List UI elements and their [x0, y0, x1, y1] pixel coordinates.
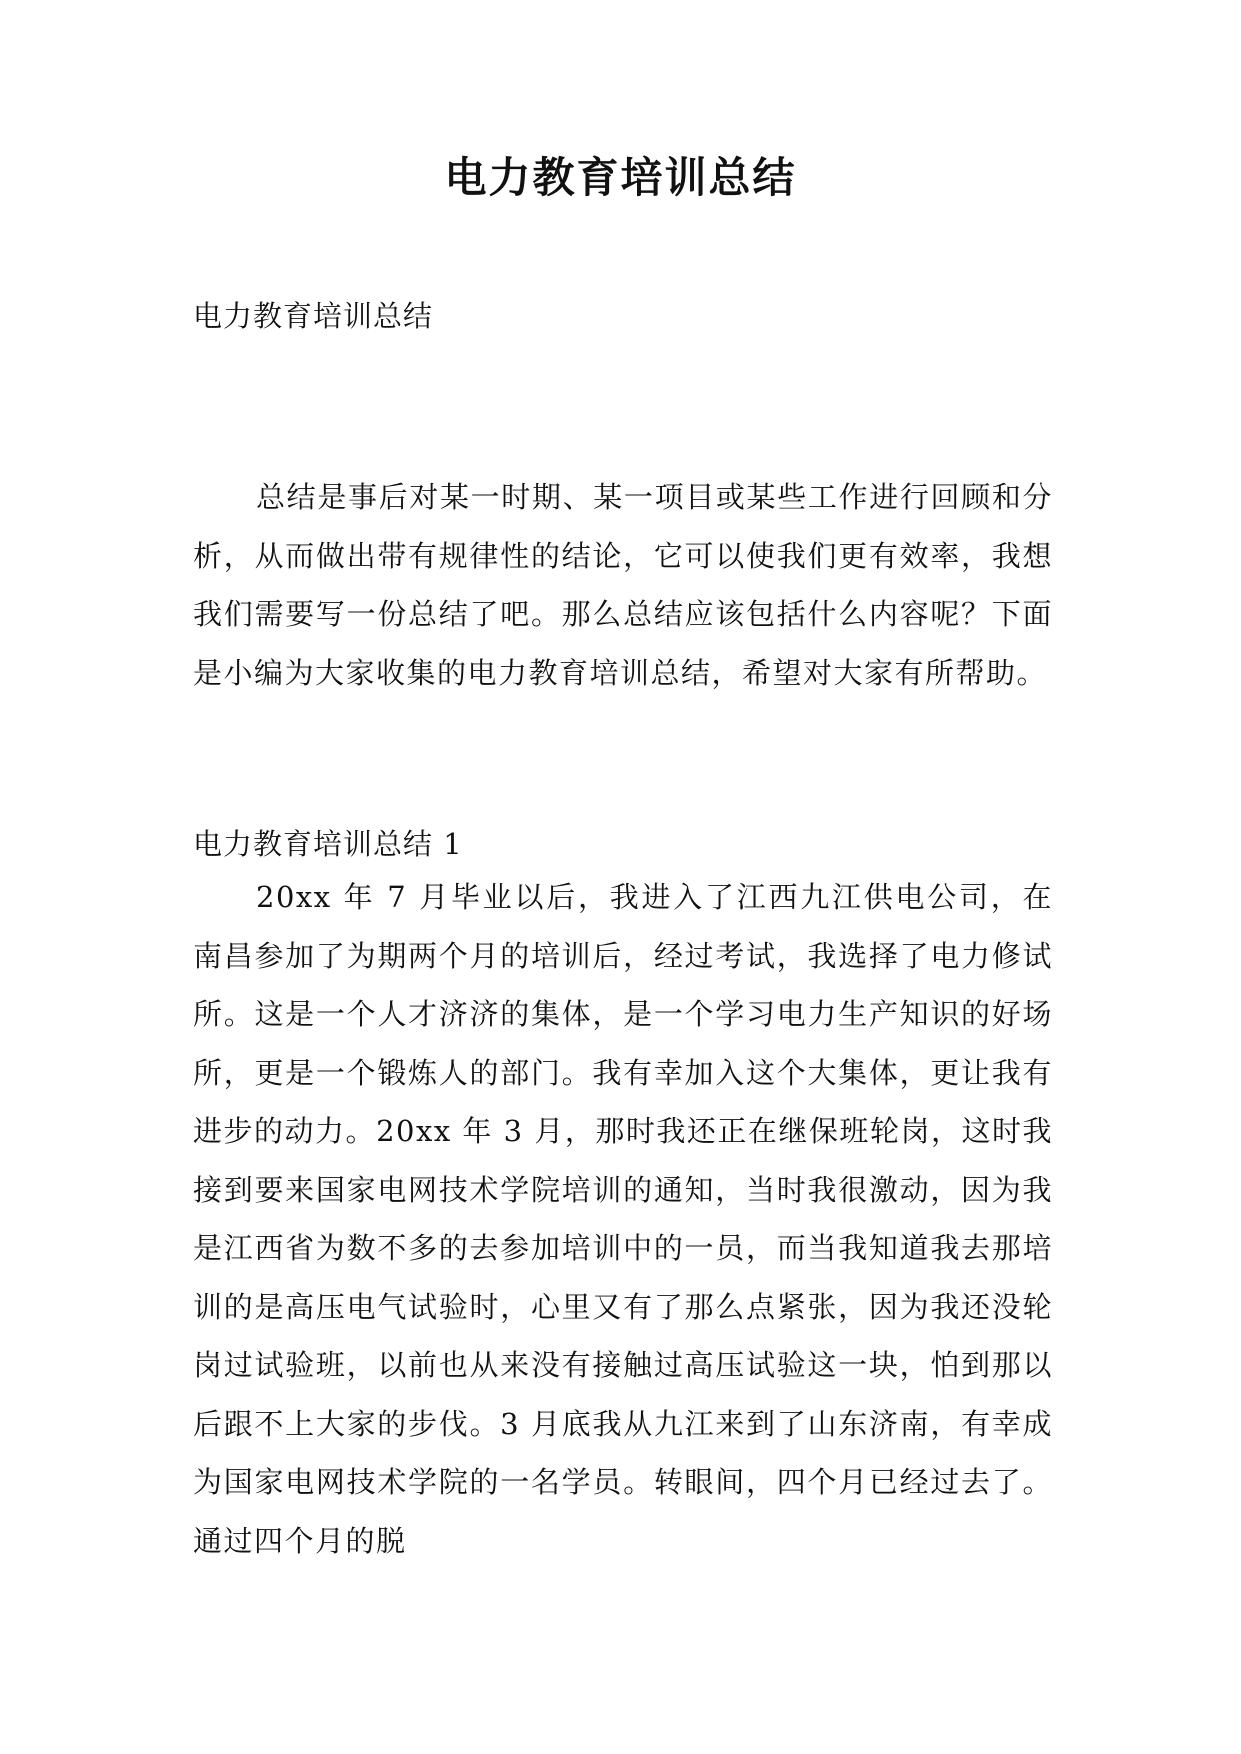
section-heading: 电力教育培训总结 1 — [193, 827, 463, 861]
document-subtitle: 电力教育培训总结 — [193, 299, 434, 333]
document-title: 电力教育培训总结 — [444, 153, 797, 202]
intro-paragraph: 总结是事后对某一时期、某一项目或某些工作进行回顾和分析，从而做出带有规律性的结论，它可以使我们更有效率，我想我们需要写一份总结了吧。那么总结应该包括什么内容呢？下面是小编为大家收集的电力教育培训总结，希望对大家有所帮助。 — [193, 480, 1053, 690]
section-body-paragraph: 20xx 年 7 月毕业以后，我进入了江西九江供电公司，在南昌参加了为期两个月的培训后，经过考试，我选择了电力修试所。这是一个人才济济的集体，是一个学习电力生产知识的好场所，更是一个锻炼人的部门。我有幸加入这个大集体，更让我有进步的动力。20xx 年 3 月，那时我还正在继保班轮岗，这时我接到要来国家电网技术学院培训的通知，当时我很激动，因为我是江西省为数不多的去参加培训中的一员，而当我知道我去那培训的是高压电气试验时，心里又有了那么点紧张，因为我还没轮岗过试验班，以前也从来没有接触过高压试验这一块，怕到那以后跟不上大家的步伐。3 月底我从九江来到了山东济南，有幸成为国家电网技术学院的一名学员。转眼间，四个月已经过去了。通过四个月的脱 — [193, 880, 1053, 1558]
